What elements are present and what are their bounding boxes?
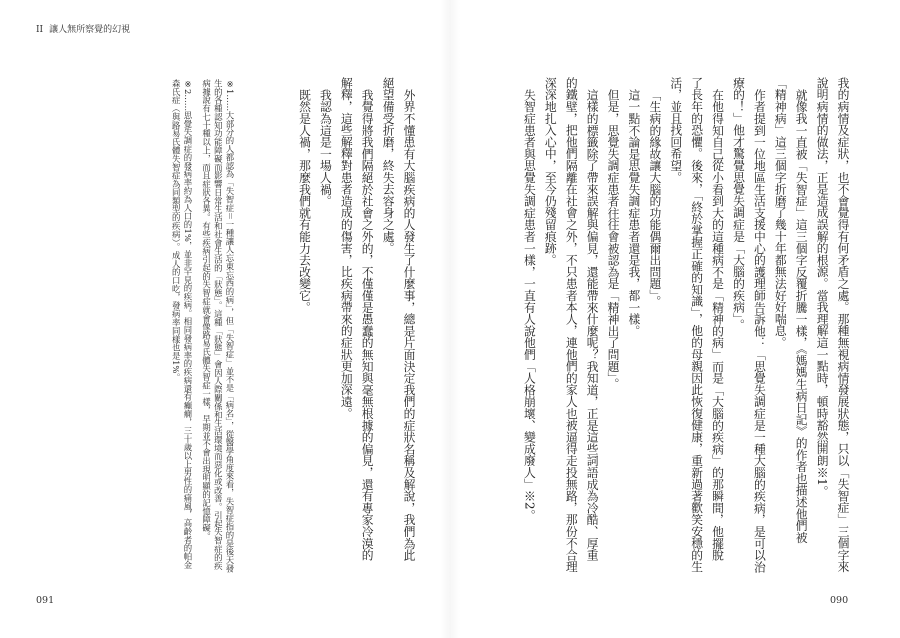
text-line: 既然是人禍，那麼我們就有能力去改變它。 xyxy=(297,88,312,313)
text-line: 深深地扎入心中，至今仍殘留痕跡。 xyxy=(543,77,558,266)
footnote-line: 生的各種認知功能障礙而影響日常生活和社會生活的「狀態」。這種「狀態」會因人際關係和生活環境而惡化或改善。引起失智症的疾 xyxy=(213,79,224,570)
text-line: 外界不懂患有大腦疾病的人發生了什麼事，總是片面決定我們的症狀名稱及解說，我們為此 xyxy=(402,88,416,561)
text-line: 了長年的恐懼。後來，「終於掌握正確的知識」，他的母親因此恢復健康，重新過著歡笑安穩的生 xyxy=(689,77,704,573)
paragraph xyxy=(728,77,770,605)
paragraph xyxy=(377,77,419,605)
paragraph xyxy=(811,77,853,605)
text-line: 失智症患者與思覺失調症患者一樣，一直有人說他們「人格崩壞、變成廢人」※2。 xyxy=(522,88,537,522)
paragraph xyxy=(665,77,728,605)
footnote xyxy=(200,79,235,599)
left-page-body xyxy=(294,77,419,605)
paragraph xyxy=(623,77,644,605)
text-line: 「生病的緣故讓大腦的功能偶爾出問題」。 xyxy=(647,88,662,308)
chapter-title: 讓人無所察覺的幻視 xyxy=(49,25,131,35)
gutter-shadow xyxy=(440,0,460,638)
text-line: 解釋，這些解釋對患者造成的傷害，比疾病帶來的症狀更加深遠。 xyxy=(339,77,354,420)
text-line: 的鐵壁，把他們隔離在社會之外，不只患者本人，連他們的家人也被逼得走投無路，那份不合理 xyxy=(564,77,579,573)
text-line: 這一點不論是思覺失調症患者還是我，都一樣。 xyxy=(626,88,641,337)
text-line: 作者提到一位地區生活支援中心的護理師告訴他：「思覺失調症是一種大腦的疾病，是可以治 xyxy=(752,88,767,573)
text-line: 療的！」他才驚覺思覺失調症是「大腦的疾病」。 xyxy=(731,77,746,331)
paragraph xyxy=(294,77,315,605)
paragraph xyxy=(539,77,602,605)
page-number-left: 091 xyxy=(36,595,55,606)
text-line: 「精神病」這三個字折磨了幾十年都無法好好喘息。 xyxy=(773,77,788,349)
footnote-line: 病據說有七十種以上，而且症狀各異。有些疾病引起的失智症就會像路易氏體失智症一樣，早期並不會出現明顯的記憶障礙。 xyxy=(201,79,212,541)
part-number: II xyxy=(36,25,44,35)
running-header xyxy=(36,24,130,36)
paragraph xyxy=(644,77,665,605)
footnote-line: ※2……思覺失調症的發病率約為人口的1%，並非罕見的疾病。相同發病率的疾病還有癲癇，三十歲以上男性的痛風，高齡者的帕金 xyxy=(182,79,193,570)
paragraph xyxy=(335,77,377,605)
text-line: 這樣的標籤除了帶來誤解與偏見，還能帶來什麼呢？我知道，正是這些詞語成為冷酷、厚重 xyxy=(585,88,600,561)
text-line: 我的病情及症狀，也不會覺得有何矛盾之處。那種無視病情發展狀態，只以「失智症」三個字來 xyxy=(836,77,850,573)
text-line: 我認為這是一場人禍。 xyxy=(318,88,333,207)
paragraph xyxy=(519,77,540,605)
page-number-right: 090 xyxy=(830,595,849,606)
footnote-line: ※1……大部分的人都認為「失智症＝一種讓人忘東忘西的病」，但「失智症」並不是「病名」，從醫學角度來看，失智症指的是後天發 xyxy=(225,79,235,573)
right-page-body xyxy=(519,77,854,605)
text-line: 活，並且找回希望。 xyxy=(668,77,683,184)
footnote-line: 森氏症（與路易氏體失智症為同類型的疾病）。成人的口吃，發病率同樣也是1%。 xyxy=(171,79,182,382)
footnote xyxy=(169,79,192,599)
paragraph xyxy=(602,77,623,605)
paragraph xyxy=(769,77,811,605)
text-line: 說明病情的做法，正是造成誤解的根源。當我理解這一點時，頓時豁然開朗※1。 xyxy=(815,77,830,498)
text-line: 就像我一直被「失智症」這三個字反覆折騰一樣，《媽媽生病日記》的作者也描述他們被 xyxy=(794,88,809,544)
footnotes xyxy=(169,79,235,599)
paragraph xyxy=(314,77,335,605)
text-line: 在他得知自己從小看到大的這種病不是「精神的病」而是「大腦的疾病」的那瞬間，他擺脫 xyxy=(710,88,725,561)
text-line: 但是，思覺失調症患者往往會被認為是「精神出了問題」。 xyxy=(606,88,621,390)
text-line: 絕望備受折磨，終失去容身之處。 xyxy=(381,77,396,254)
text-line: 我覺得將我們隔絕於社會之外的，不僅僅是愚蠢的無知與毫無根據的偏見，還有專家冷漠的 xyxy=(360,88,375,561)
